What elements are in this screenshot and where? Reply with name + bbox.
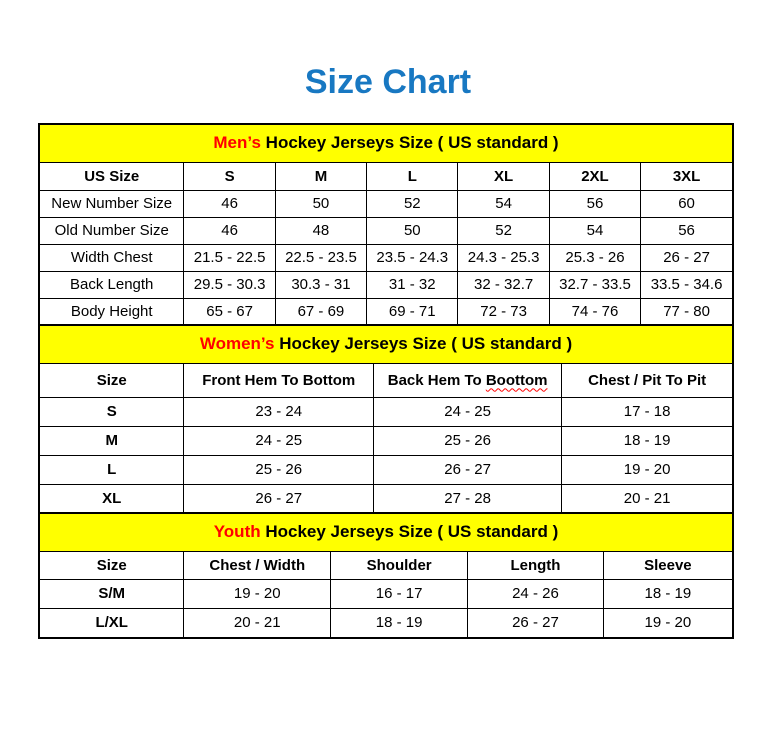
col-header-m: M: [275, 162, 366, 190]
size-value: 26 - 27: [184, 484, 374, 513]
size-value: 21.5 - 22.5: [184, 244, 275, 271]
row-label: Old Number Size: [40, 217, 184, 244]
size-value: 20 - 21: [562, 484, 732, 513]
youth-header-row: [40, 551, 732, 579]
size-value: 18 - 19: [562, 426, 732, 455]
size-value: 50: [275, 190, 366, 217]
col-header-size: Size: [40, 551, 184, 579]
size-value: 19 - 20: [184, 579, 331, 608]
page-title: Size Chart: [304, 63, 472, 101]
size-value: 52: [367, 190, 458, 217]
size-value: 17 - 18: [562, 397, 732, 426]
col-header-chest-width: Chest / Width: [184, 551, 331, 579]
womens-header-row: [40, 363, 732, 397]
table-row: [40, 579, 732, 608]
womens-size-table: [40, 326, 732, 514]
table-row: [40, 298, 732, 325]
size-value: 32.7 - 33.5: [549, 271, 640, 298]
row-label: L: [40, 455, 184, 484]
size-value: 56: [549, 190, 640, 217]
size-value: 19 - 20: [562, 455, 732, 484]
table-row: [40, 190, 732, 217]
col-header-us-size: US Size: [40, 162, 184, 190]
size-value: 27 - 28: [374, 484, 562, 513]
col-header-s: S: [184, 162, 275, 190]
size-value: 54: [458, 190, 549, 217]
back-hem-prefix: Back Hem To: [387, 371, 482, 389]
col-header-length: Length: [468, 551, 604, 579]
size-value: 31 - 32: [367, 271, 458, 298]
table-row: [40, 244, 732, 271]
youth-section-band: [40, 514, 732, 551]
mens-highlight-label: Men’s: [213, 133, 261, 153]
mens-section-title: [40, 125, 732, 162]
size-value: 33.5 - 34.6: [641, 271, 732, 298]
back-hem-typo: Boottom: [485, 371, 548, 389]
row-label: Body Height: [40, 298, 184, 325]
size-value: 24 - 25: [184, 426, 374, 455]
col-header-sleeve: Sleeve: [603, 551, 732, 579]
row-label: Back Length: [40, 271, 184, 298]
col-header-back-hem: [374, 363, 562, 397]
col-header-3xl: 3XL: [641, 162, 732, 190]
size-value: 72 - 73: [458, 298, 549, 325]
size-value: 74 - 76: [549, 298, 640, 325]
size-value: 22.5 - 23.5: [275, 244, 366, 271]
row-label: M: [40, 426, 184, 455]
size-value: 46: [184, 190, 275, 217]
youth-section-title: [40, 514, 732, 551]
size-value: 56: [641, 217, 732, 244]
row-label: L/XL: [40, 608, 184, 637]
size-value: 24.3 - 25.3: [458, 244, 549, 271]
col-header-front-hem: Front Hem To Bottom: [184, 363, 374, 397]
youth-highlight-label: Youth: [213, 522, 261, 542]
col-header-shoulder: Shoulder: [331, 551, 468, 579]
size-value: 20 - 21: [184, 608, 331, 637]
size-value: 54: [549, 217, 640, 244]
youth-band-text: Hockey Jerseys Size ( US standard ): [265, 522, 559, 542]
mens-band-text: Hockey Jerseys Size ( US standard ): [265, 133, 559, 153]
row-label: New Number Size: [40, 190, 184, 217]
table-row: [40, 397, 732, 426]
womens-section-title: [40, 326, 732, 363]
size-value: 67 - 69: [275, 298, 366, 325]
size-value: 46: [184, 217, 275, 244]
size-value: 25 - 26: [184, 455, 374, 484]
size-value: 26 - 27: [641, 244, 732, 271]
mens-header-row: [40, 162, 732, 190]
table-row: [40, 426, 732, 455]
size-value: 24 - 25: [374, 397, 562, 426]
size-value: 48: [275, 217, 366, 244]
size-value: 32 - 32.7: [458, 271, 549, 298]
row-label: Width Chest: [40, 244, 184, 271]
youth-size-table: [40, 514, 732, 637]
size-value: 50: [367, 217, 458, 244]
size-value: 77 - 80: [641, 298, 732, 325]
size-value: 18 - 19: [603, 579, 732, 608]
col-header-xl: XL: [458, 162, 549, 190]
size-value: 23 - 24: [184, 397, 374, 426]
size-value: 25 - 26: [374, 426, 562, 455]
size-value: 29.5 - 30.3: [184, 271, 275, 298]
row-label: S/M: [40, 579, 184, 608]
size-value: 52: [458, 217, 549, 244]
size-value: 60: [641, 190, 732, 217]
table-row: [40, 455, 732, 484]
size-value: 24 - 26: [468, 579, 604, 608]
size-value: 30.3 - 31: [275, 271, 366, 298]
womens-section-band: [40, 326, 732, 363]
table-row: [40, 271, 732, 298]
mens-size-table: [40, 125, 732, 326]
size-value: 25.3 - 26: [549, 244, 640, 271]
size-value: 16 - 17: [331, 579, 468, 608]
col-header-chest-pit: Chest / Pit To Pit: [562, 363, 732, 397]
size-value: 26 - 27: [374, 455, 562, 484]
col-header-2xl: 2XL: [549, 162, 640, 190]
womens-band-text: Hockey Jerseys Size ( US standard ): [279, 334, 573, 354]
table-row: [40, 484, 732, 513]
size-value: 19 - 20: [603, 608, 732, 637]
size-value: 18 - 19: [331, 608, 468, 637]
mens-section-band: [40, 125, 732, 162]
size-chart: [38, 123, 734, 639]
row-label: S: [40, 397, 184, 426]
table-row: [40, 608, 732, 637]
size-value: 69 - 71: [367, 298, 458, 325]
size-value: 26 - 27: [468, 608, 604, 637]
size-value: 65 - 67: [184, 298, 275, 325]
table-row: [40, 217, 732, 244]
col-header-size: Size: [40, 363, 184, 397]
womens-highlight-label: Women’s: [199, 334, 275, 354]
size-value: 23.5 - 24.3: [367, 244, 458, 271]
col-header-l: L: [367, 162, 458, 190]
row-label: XL: [40, 484, 184, 513]
